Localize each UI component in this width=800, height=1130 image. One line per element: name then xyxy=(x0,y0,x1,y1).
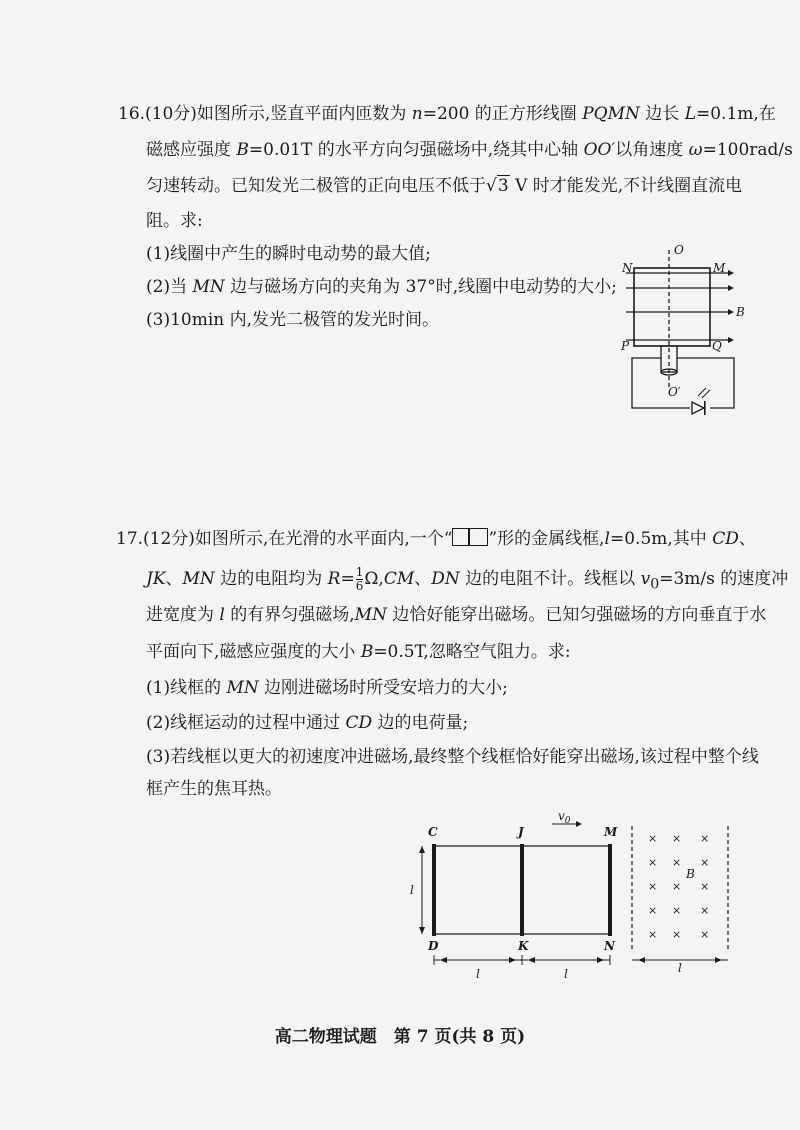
q17-line-1: 17.(12分)如图所示,在光滑的水平面内,一个“ ”形的金属线框,l=0.5m,其中 CD、 xyxy=(116,529,756,549)
label-N: N xyxy=(622,261,633,275)
arrow-bl xyxy=(440,957,447,963)
arrow-up xyxy=(419,846,425,853)
arrow-fl xyxy=(638,957,645,963)
label-O-prime: O′ xyxy=(668,385,681,399)
q17-line-2: JK、MN 边的电阻均为 R= $\frac{1}{6}$ Ω,CM、DN 边的电阻不计。线框以 $v_0=3m/s$ 的速度冲 xyxy=(146,565,789,593)
label-D: D xyxy=(428,939,439,953)
q17-item-3-line-2: 框产生的焦耳热。 xyxy=(146,779,282,799)
cross: × xyxy=(700,856,710,869)
page-footer: 高二物理试题 第 7 页(共 8 页) xyxy=(274,1027,526,1047)
cross: × xyxy=(672,904,682,917)
label-J: J xyxy=(518,825,524,839)
label-C: C xyxy=(428,825,438,839)
label-B: B xyxy=(736,305,745,319)
arrow-head-3 xyxy=(728,309,734,315)
cross: × xyxy=(700,832,710,845)
fraction: $\frac{1}{6}$ xyxy=(355,565,364,593)
sqrt-symbol: √ xyxy=(486,176,497,196)
cross: × xyxy=(700,880,710,893)
cross: × xyxy=(672,856,682,869)
arrow-fr xyxy=(715,957,722,963)
q17-item-2: (2)线框运动的过程中通过 CD 边的电荷量; xyxy=(146,713,469,733)
frame-shape-icon xyxy=(452,528,488,546)
q16-item-1: (1)线圈中产生的瞬时电动势的最大值; xyxy=(146,244,431,264)
label-v0: $v_0$ xyxy=(558,812,571,826)
cross: × xyxy=(648,832,658,845)
arrow-head-2 xyxy=(728,285,734,291)
diode-bar xyxy=(704,401,706,415)
label-l-bottom-1: l xyxy=(476,967,480,981)
arrow-br1 xyxy=(509,957,516,963)
diode-icon xyxy=(692,402,704,414)
arrow-br2 xyxy=(597,957,604,963)
label-M: M xyxy=(713,261,726,275)
arrow-v0 xyxy=(576,821,582,827)
cross: × xyxy=(672,928,682,941)
q16-line-4: 阻。求: xyxy=(146,211,203,231)
label-B: B xyxy=(686,867,695,881)
label-M: M xyxy=(604,825,618,839)
q17-figure xyxy=(400,812,740,982)
q16-item-3: (3)10min 内,发光二极管的发光时间。 xyxy=(146,310,440,330)
q17-line-3: 进宽度为 l 的有界匀强磁场,MN 边恰好能穿出磁场。已知匀强磁场的方向垂直于水 xyxy=(146,605,767,625)
cross: × xyxy=(648,856,658,869)
cross: × xyxy=(648,904,658,917)
coil-square xyxy=(634,268,710,346)
cross: × xyxy=(672,880,682,893)
arrow-head-4 xyxy=(728,337,734,343)
arrow-down xyxy=(419,927,425,934)
label-l-bottom-2: l xyxy=(564,967,568,981)
label-l-field: l xyxy=(678,961,682,975)
q17-line-4: 平面向下,磁感应强度的大小 B=0.5T,忽略空气阻力。求: xyxy=(146,642,571,662)
arrow-bl2 xyxy=(528,957,535,963)
cross: × xyxy=(700,904,710,917)
q16-figure xyxy=(612,238,762,428)
q17-item-1: (1)线框的 MN 边刚进磁场时所受安培力的大小; xyxy=(146,678,508,698)
q16-line-3: 匀速转动。已知发光二极管的正向电压不低于√3 V 时才能发光,不计线圈直流电 xyxy=(146,176,743,196)
label-K: K xyxy=(518,939,529,953)
arrow-head-1 xyxy=(728,270,734,276)
label-N: N xyxy=(604,939,615,953)
cross: × xyxy=(648,880,658,893)
q16-line-2: 磁感应强度 B=0.01T 的水平方向匀强磁场中,绕其中心轴 OO′以角速度 ω=100rad/s xyxy=(146,140,793,160)
cross: × xyxy=(672,832,682,845)
magnetic-field-crosses xyxy=(648,832,709,941)
q17-item-3-line-1: (3)若线框以更大的初速度冲进磁场,最终整个线框恰好能穿出磁场,该过程中整个线 xyxy=(146,747,759,767)
q16-item-2: (2)当 MN 边与磁场方向的夹角为 37°时,线圈中电动势的大小; xyxy=(146,277,617,297)
label-l-left: l xyxy=(410,883,414,897)
label-Q: Q xyxy=(712,339,722,353)
q16-line-1: 16.(10分)如图所示,竖直平面内匝数为 n=200 的正方形线圈 PQMN 边长 L=0.1m,在 xyxy=(118,104,776,124)
label-O: O xyxy=(674,243,684,257)
cross: × xyxy=(700,928,710,941)
label-P: P xyxy=(621,339,630,353)
circuit-wire-right xyxy=(677,358,734,408)
cross: × xyxy=(648,928,658,941)
